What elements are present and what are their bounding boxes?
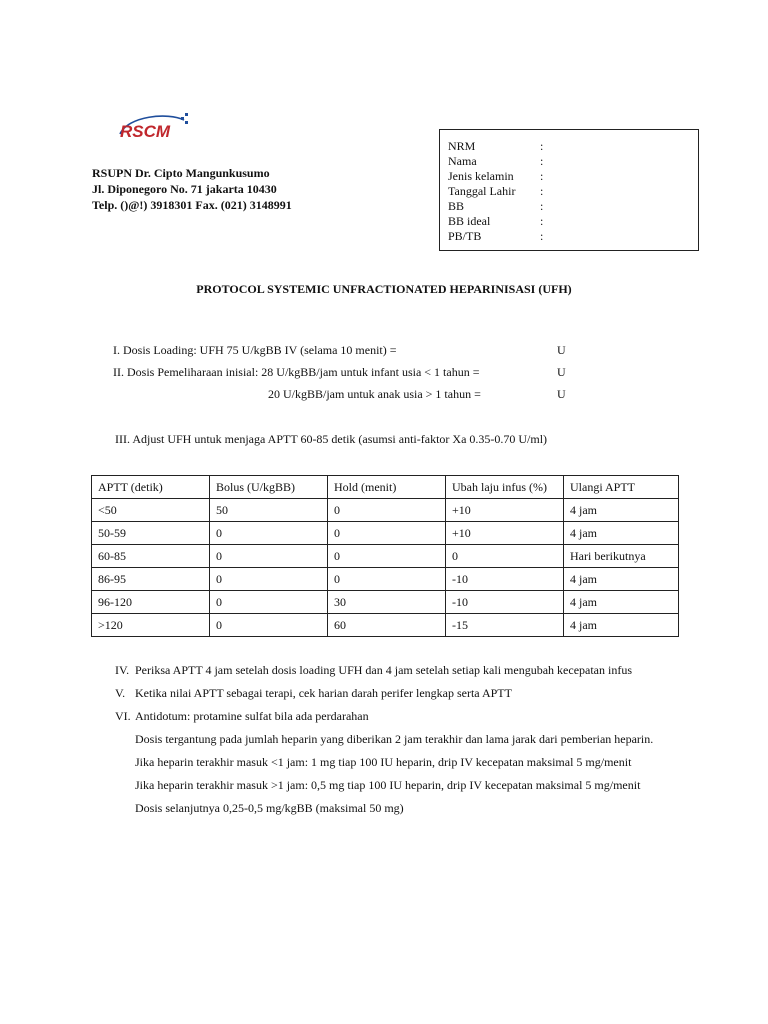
- logo-text: RSCM: [120, 122, 171, 141]
- table-cell: 60: [328, 614, 446, 637]
- antidote-note: Dosis tergantung pada jumlah heparin yang diberikan 2 jam terakhir dan lama jarak dari pemberian heparin.: [135, 732, 654, 746]
- item-number: IV.: [115, 663, 130, 677]
- table-cell: 50: [210, 499, 328, 522]
- patient-field: [448, 214, 698, 229]
- hospital-name: RSUPN Dr. Cipto Mangunkusumo: [92, 166, 270, 180]
- table-cell: >120: [92, 614, 210, 637]
- field-label: PB/TB: [448, 229, 482, 243]
- table-cell: 0: [446, 545, 564, 568]
- patient-field: [448, 199, 698, 214]
- item-number: V.: [115, 686, 126, 700]
- maintenance-dose-unit: U: [557, 365, 566, 379]
- table-cell: 4 jam: [564, 591, 679, 614]
- maintenance-dose-text: II. Dosis Pemeliharaan inisial: 28 U/kgBB/jam untuk infant usia < 1 tahun =: [113, 365, 480, 379]
- field-label: NRM: [448, 139, 476, 153]
- table-cell: 0: [328, 522, 446, 545]
- table-cell: -10: [446, 591, 564, 614]
- table-cell: +10: [446, 499, 564, 522]
- col-header: APTT (detik): [92, 476, 210, 499]
- loading-dose-text: I. Dosis Loading: UFH 75 U/kgBB IV (selama 10 menit) =: [113, 343, 397, 357]
- patient-id-box: [439, 129, 699, 251]
- rscm-logo: [114, 110, 194, 144]
- field-label: Nama: [448, 154, 477, 168]
- item-text: Periksa APTT 4 jam setelah dosis loading UFH dan 4 jam setelah setiap kali mengubah kecepatan infus: [135, 663, 633, 677]
- table-row: [92, 568, 679, 591]
- antidote-note: Dosis selanjutnya 0,25-0,5 mg/kgBB (maksimal 50 mg): [135, 801, 404, 815]
- list-item: [115, 705, 653, 728]
- hospital-phone: Telp. ()@!) 3918301 Fax. (021) 3148991: [92, 198, 292, 212]
- table-cell: 0: [328, 545, 446, 568]
- document-title: PROTOCOL SYSTEMIC UNFRACTIONATED HEPARINISASI (UFH): [196, 282, 572, 296]
- field-label: Jenis kelamin: [448, 169, 514, 183]
- table-header-row: [92, 476, 679, 499]
- table-cell: 0: [210, 545, 328, 568]
- table-cell: 50-59: [92, 522, 210, 545]
- table-cell: 0: [328, 499, 446, 522]
- field-sep: :: [540, 139, 544, 153]
- table-cell: 0: [210, 614, 328, 637]
- list-item: [115, 682, 653, 705]
- table-cell: 30: [328, 591, 446, 614]
- antidote-note: Jika heparin terakhir masuk >1 jam: 0,5 mg tiap 100 IU heparin, drip IV kecepatan maksimal 5 mg/menit: [135, 778, 641, 792]
- antidote-note: Jika heparin terakhir masuk <1 jam: 1 mg tiap 100 IU heparin, drip IV kecepatan maksimal 5 mg/menit: [135, 755, 632, 769]
- table-cell: 86-95: [92, 568, 210, 591]
- loading-dose-unit: U: [557, 343, 566, 357]
- table-cell: 0: [210, 591, 328, 614]
- table-cell: -10: [446, 568, 564, 591]
- field-sep: :: [540, 214, 544, 228]
- field-sep: :: [540, 169, 544, 183]
- table-cell: -15: [446, 614, 564, 637]
- table-row: [92, 522, 679, 545]
- table-cell: 4 jam: [564, 568, 679, 591]
- col-header: Ulangi APTT: [564, 476, 679, 499]
- item-text: Antidotum: protamine sulfat bila ada perdarahan: [135, 709, 369, 723]
- table-cell: +10: [446, 522, 564, 545]
- patient-field: [448, 139, 698, 154]
- aptt-table: [91, 475, 679, 637]
- instructions-list: [115, 659, 653, 820]
- adjust-text: III. Adjust UFH untuk menjaga APTT 60-85 detik (asumsi anti-faktor Xa 0.35-0.70 U/ml): [115, 432, 548, 446]
- field-label: BB ideal: [448, 214, 491, 228]
- hospital-address: Jl. Diponegoro No. 71 jakarta 10430: [92, 182, 277, 196]
- col-header: Bolus (U/kgBB): [210, 476, 328, 499]
- table-row: [92, 499, 679, 522]
- table-cell: Hari berikutnya: [564, 545, 679, 568]
- table-row: [92, 591, 679, 614]
- table-cell: <50: [92, 499, 210, 522]
- field-sep: :: [540, 229, 544, 243]
- col-header: Ubah laju infus (%): [446, 476, 564, 499]
- list-item: [115, 659, 653, 682]
- maintenance-child-text: 20 U/kgBB/jam untuk anak usia > 1 tahun =: [268, 387, 481, 401]
- table-cell: 4 jam: [564, 522, 679, 545]
- table-cell: 4 jam: [564, 499, 679, 522]
- table-cell: 0: [210, 568, 328, 591]
- field-label: Tanggal Lahir: [448, 184, 516, 198]
- field-sep: :: [540, 154, 544, 168]
- patient-field: [448, 184, 698, 199]
- table-cell: 96-120: [92, 591, 210, 614]
- item-text: Ketika nilai APTT sebagai terapi, cek harian darah perifer lengkap serta APTT: [135, 686, 512, 700]
- table-cell: 4 jam: [564, 614, 679, 637]
- table-row: [92, 545, 679, 568]
- field-label: BB: [448, 199, 465, 213]
- table-cell: 0: [328, 568, 446, 591]
- table-cell: 60-85: [92, 545, 210, 568]
- col-header: Hold (menit): [328, 476, 446, 499]
- field-sep: :: [540, 184, 544, 198]
- field-sep: :: [540, 199, 544, 213]
- patient-field: [448, 169, 698, 184]
- patient-field: [448, 229, 698, 244]
- patient-field: [448, 154, 698, 169]
- item-number: VI.: [115, 709, 131, 723]
- hospital-info: [92, 165, 292, 213]
- table-row: [92, 614, 679, 637]
- maintenance-child-unit: U: [557, 387, 566, 401]
- table-cell: 0: [210, 522, 328, 545]
